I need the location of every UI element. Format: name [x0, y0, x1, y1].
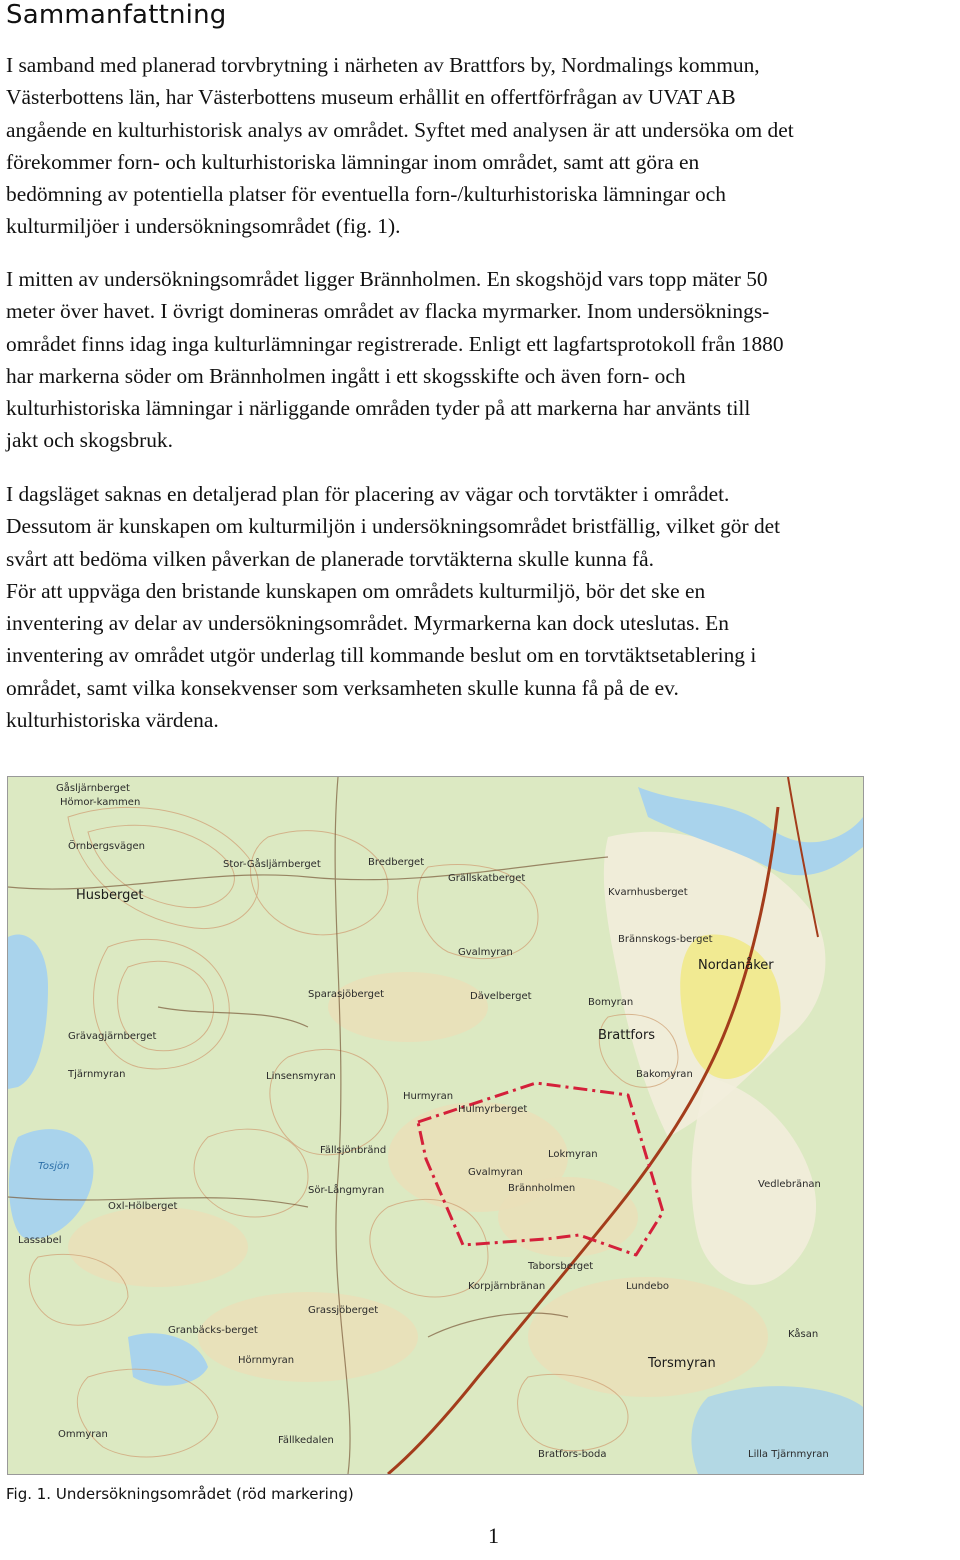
map-label: Fällkedalen [278, 1435, 334, 1446]
text-line: jakt och skogsbruk. [6, 428, 173, 453]
map-label: Brännholmen [508, 1183, 576, 1194]
map-label: Örnbergsvägen [68, 841, 146, 852]
map-label: Nordanåker [698, 958, 774, 973]
map-label: Grällskatberget [448, 873, 526, 884]
map-label: Bredberget [368, 857, 425, 868]
map-label: Tosjön [38, 1161, 70, 1172]
map-label: Lilla Tjärnmyran [748, 1449, 829, 1460]
map-label: Hurmyran [403, 1091, 454, 1102]
map-label: Kvarnhusberget [608, 887, 688, 898]
map-label: Fällsjönbränd [320, 1145, 387, 1156]
map-label: Grävagjärnberget [68, 1031, 157, 1042]
map-label: Husberget [76, 888, 144, 903]
map-label: Kåsan [788, 1329, 819, 1340]
map-label: Hömor-kammen [60, 797, 141, 808]
text-line: kulturhistoriska lämningar i närliggande områden tyder på att markerna har använts till [6, 396, 751, 421]
text-line: kulturmiljöer i undersökningsområdet (fig. 1). [6, 214, 401, 239]
page-number: 1 [488, 1523, 499, 1548]
map-label: Korpjärnbränan [468, 1281, 546, 1292]
map-label: Gvalmyran [468, 1167, 523, 1178]
text-line: I dagsläget saknas en detaljerad plan för placering av vägar och torvtäkter i området. [6, 482, 730, 506]
text-line: meter över havet. I övrigt domineras området av flacka myrmarker. Inom undersöknings- [6, 299, 770, 324]
text-line: inventering av området utgör underlag till kommande beslut om en torvtäktsetablering i [6, 643, 757, 668]
map-label: Granbäcks-berget [168, 1325, 258, 1336]
text-line: förekommer forn- och kulturhistoriska lämningar inom området, samt att göra en [6, 149, 700, 174]
map-lake-south [691, 1386, 863, 1474]
survey-area-map [7, 776, 864, 1475]
map-label: Hulmyrberget [458, 1104, 528, 1115]
map-label: Vedlebränan [758, 1179, 821, 1190]
map-label: Gvalmyran [458, 947, 513, 958]
text-line: svårt att bedöma vilken påverkan de planerade torvtäkterna skulle kunna få. [6, 546, 654, 571]
map-label: Gåsljärnberget [56, 783, 130, 794]
text-line: området finns idag inga kulturlämningar registrerade. Enligt ett lagfartsprotokoll från 1880 [6, 331, 784, 356]
map-label: Stor-Gåsljärnberget [223, 859, 321, 870]
map-bog [328, 972, 488, 1042]
map-label: Grassjöberget [308, 1305, 379, 1316]
text-line: området, samt vilka konsekvenser som verksamheten skulle kunna få på de ev. [6, 675, 679, 700]
text-line: bedömning av potentiella platser för eventuella forn-/kulturhistoriska lämningar och [6, 182, 726, 207]
page-heading: Sammanfattning [6, 0, 227, 30]
map-label: Sparasjöberget [308, 989, 385, 1000]
map-label: Brattfors [598, 1028, 656, 1043]
summary-paragraph-1 [6, 49, 954, 243]
map-label: Lassabel [18, 1235, 62, 1246]
map-label: Sör-Långmyran [308, 1185, 385, 1196]
map-label: Torsmyran [648, 1356, 716, 1371]
text-line: Västerbottens län, har Västerbottens museum erhållit en offertförfrågan av UVAT AB [6, 85, 736, 110]
map-bog [68, 1207, 248, 1287]
map-label: Bakomyran [636, 1069, 693, 1080]
map-label: Tjärnmyran [68, 1069, 126, 1080]
text-line: I samband med planerad torvbrytning i närheten av Brattfors by, Nordmalings kommun, [6, 53, 760, 77]
summary-paragraph-2 [6, 263, 954, 457]
map-label: Ommyran [58, 1429, 108, 1440]
map-label: Taborsberget [528, 1261, 594, 1272]
map-label: Dävelberget [470, 991, 532, 1002]
map-label: Linsensmyran [266, 1071, 336, 1082]
map-label: Bomyran [588, 997, 634, 1008]
map-label: Hörnmyran [238, 1355, 295, 1366]
summary-paragraph-3 [6, 478, 954, 736]
map-bog [528, 1277, 768, 1397]
text-line: har markerna söder om Brännholmen ingått i ett skogsskifte och även forn- och [6, 363, 686, 388]
text-line: För att uppväga den bristande kunskapen om områdets kulturmiljö, bör det ske en [6, 578, 706, 603]
text-line: I mitten av undersökningsområdet ligger Brännholmen. En skogshöjd vars topp mäter 50 [6, 267, 768, 291]
text-line: kulturhistoriska värdena. [6, 708, 219, 733]
text-line: angående en kulturhistorisk analys av området. Syftet med analysen är att undersöka om det [6, 117, 794, 142]
text-line: inventering av delar av undersökningsområdet. Myrmarkerna kan dock uteslutas. En [6, 611, 729, 636]
map-label: Bratfors-boda [538, 1449, 607, 1460]
text-line: Dessutom är kunskapen om kulturmiljön i undersökningsområdet bristfällig, vilket gör det [6, 514, 781, 539]
map-label: Lundebo [626, 1281, 670, 1292]
map-label: Brännskogs-berget [618, 934, 713, 945]
map-label: Lokmyran [548, 1149, 598, 1160]
figure-caption: Fig. 1. Undersökningsområdet (röd markering) [6, 1485, 354, 1503]
map-label: Oxl-Hölberget [108, 1201, 178, 1212]
